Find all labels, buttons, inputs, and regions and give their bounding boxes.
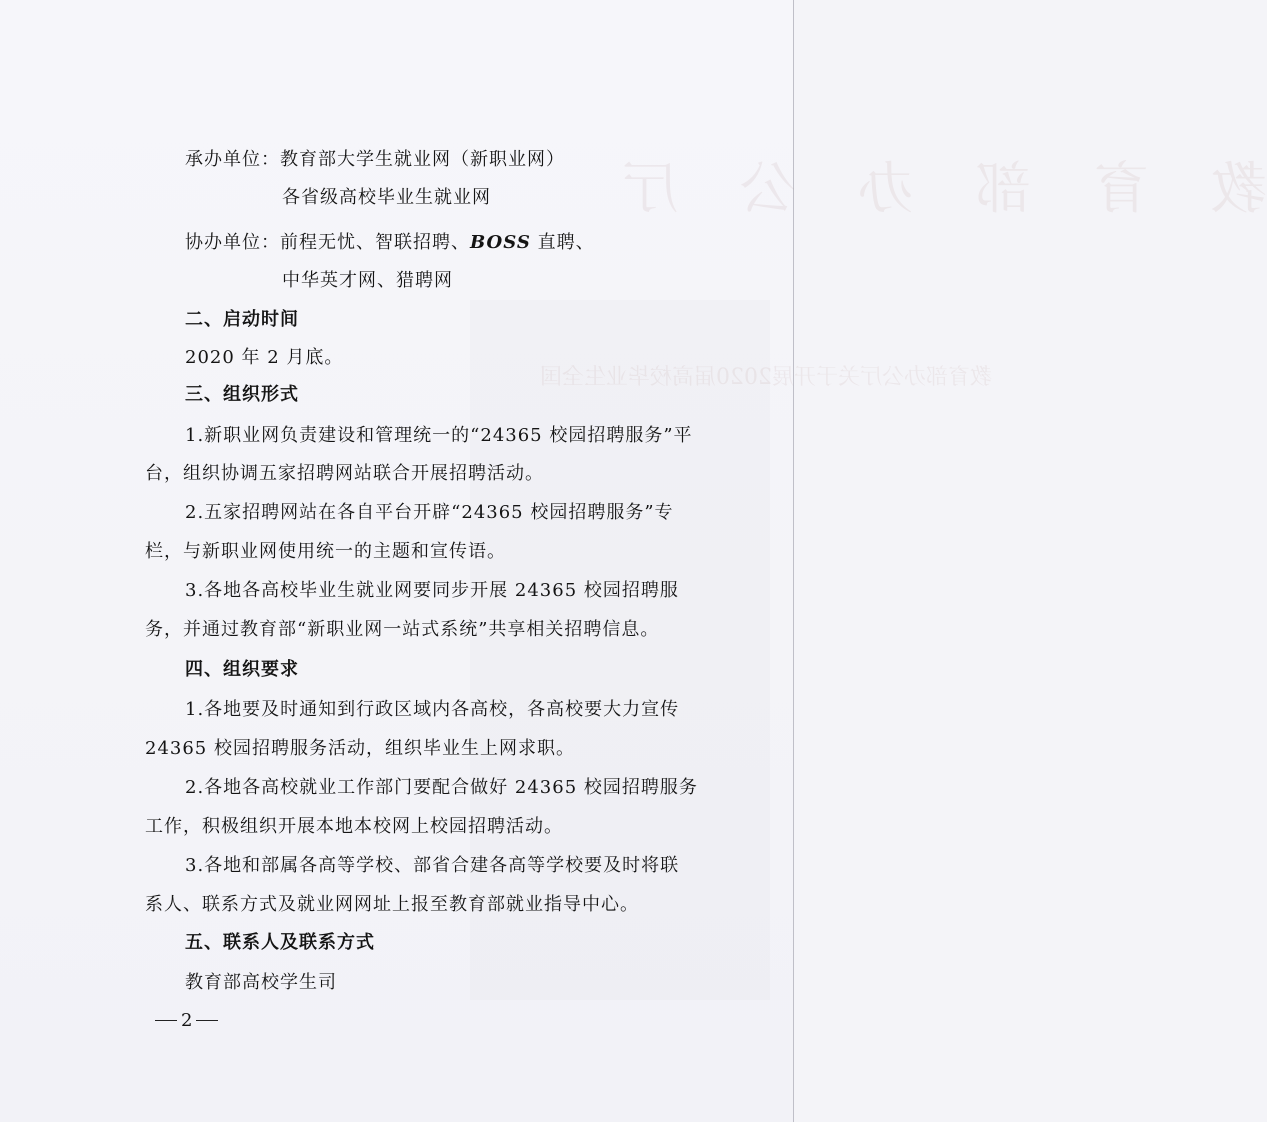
section-heading-format: 三、组织形式 xyxy=(185,384,299,405)
page-number-dash-right xyxy=(196,1020,218,1021)
paragraph-line: 3.各地和部属各高等学校、部省合建各高等学校要及时将联 xyxy=(185,855,680,876)
section-heading-contacts: 五、联系人及联系方式 xyxy=(185,932,375,953)
contact-department: 教育部高校学生司 xyxy=(185,972,337,993)
organizer-line-2: 各省级高校毕业生就业网 xyxy=(282,187,491,208)
paragraph-line: 3.各地各高校毕业生就业网要同步开展 24365 校园招聘服 xyxy=(185,580,679,601)
bleed-through-title: 教育部办公厅关于开展2020届高校毕业生全国 xyxy=(540,365,992,390)
paragraph-line: 2.各地各高校就业工作部门要配合做好 24365 校园招聘服务 xyxy=(185,777,698,798)
paragraph-line: 系人、联系方式及就业网网址上报至教育部就业指导中心。 xyxy=(145,894,639,915)
paragraph-line: 1.新职业网负责建设和管理统一的“24365 校园招聘服务”平 xyxy=(185,425,693,446)
page-number-value: 2 xyxy=(181,1010,193,1031)
paragraph-line: 栏，与新职业网使用统一的主题和宣传语。 xyxy=(145,541,506,562)
page-number-dash-left xyxy=(155,1020,177,1021)
paragraph-line: 1.各地要及时通知到行政区域内各高校，各高校要大力宣传 xyxy=(185,699,680,720)
start-time-text: 2020 年 2 月底。 xyxy=(185,347,344,368)
section-heading-requirements: 四、组织要求 xyxy=(185,659,299,680)
paragraph-line: 台，组织协调五家招聘网站联合开展招聘活动。 xyxy=(145,463,544,484)
paragraph-line: 24365 校园招聘服务活动，组织毕业生上网求职。 xyxy=(145,738,575,759)
organizer-line: 承办单位：教育部大学生就业网（新职业网） xyxy=(185,149,565,170)
paragraph-line: 务，并通过教育部“新职业网一站式系统”共享相关招聘信息。 xyxy=(145,619,660,640)
page-number xyxy=(155,1010,218,1031)
co-organizer-line: 协办单位：前程无忧、智联招聘、BOSS 直聘、 xyxy=(185,232,595,253)
paragraph-line: 工作，积极组织开展本地本校网上校园招聘活动。 xyxy=(145,816,563,837)
bleed-through-letterhead: 教 育 部 办 公 厅 xyxy=(600,157,1267,222)
section-heading-start-time: 二、启动时间 xyxy=(185,309,299,330)
co-organizer-line-2: 中华英才网、猎聘网 xyxy=(282,270,453,291)
paragraph-line: 2.五家招聘网站在各自平台开辟“24365 校园招聘服务”专 xyxy=(185,502,674,523)
